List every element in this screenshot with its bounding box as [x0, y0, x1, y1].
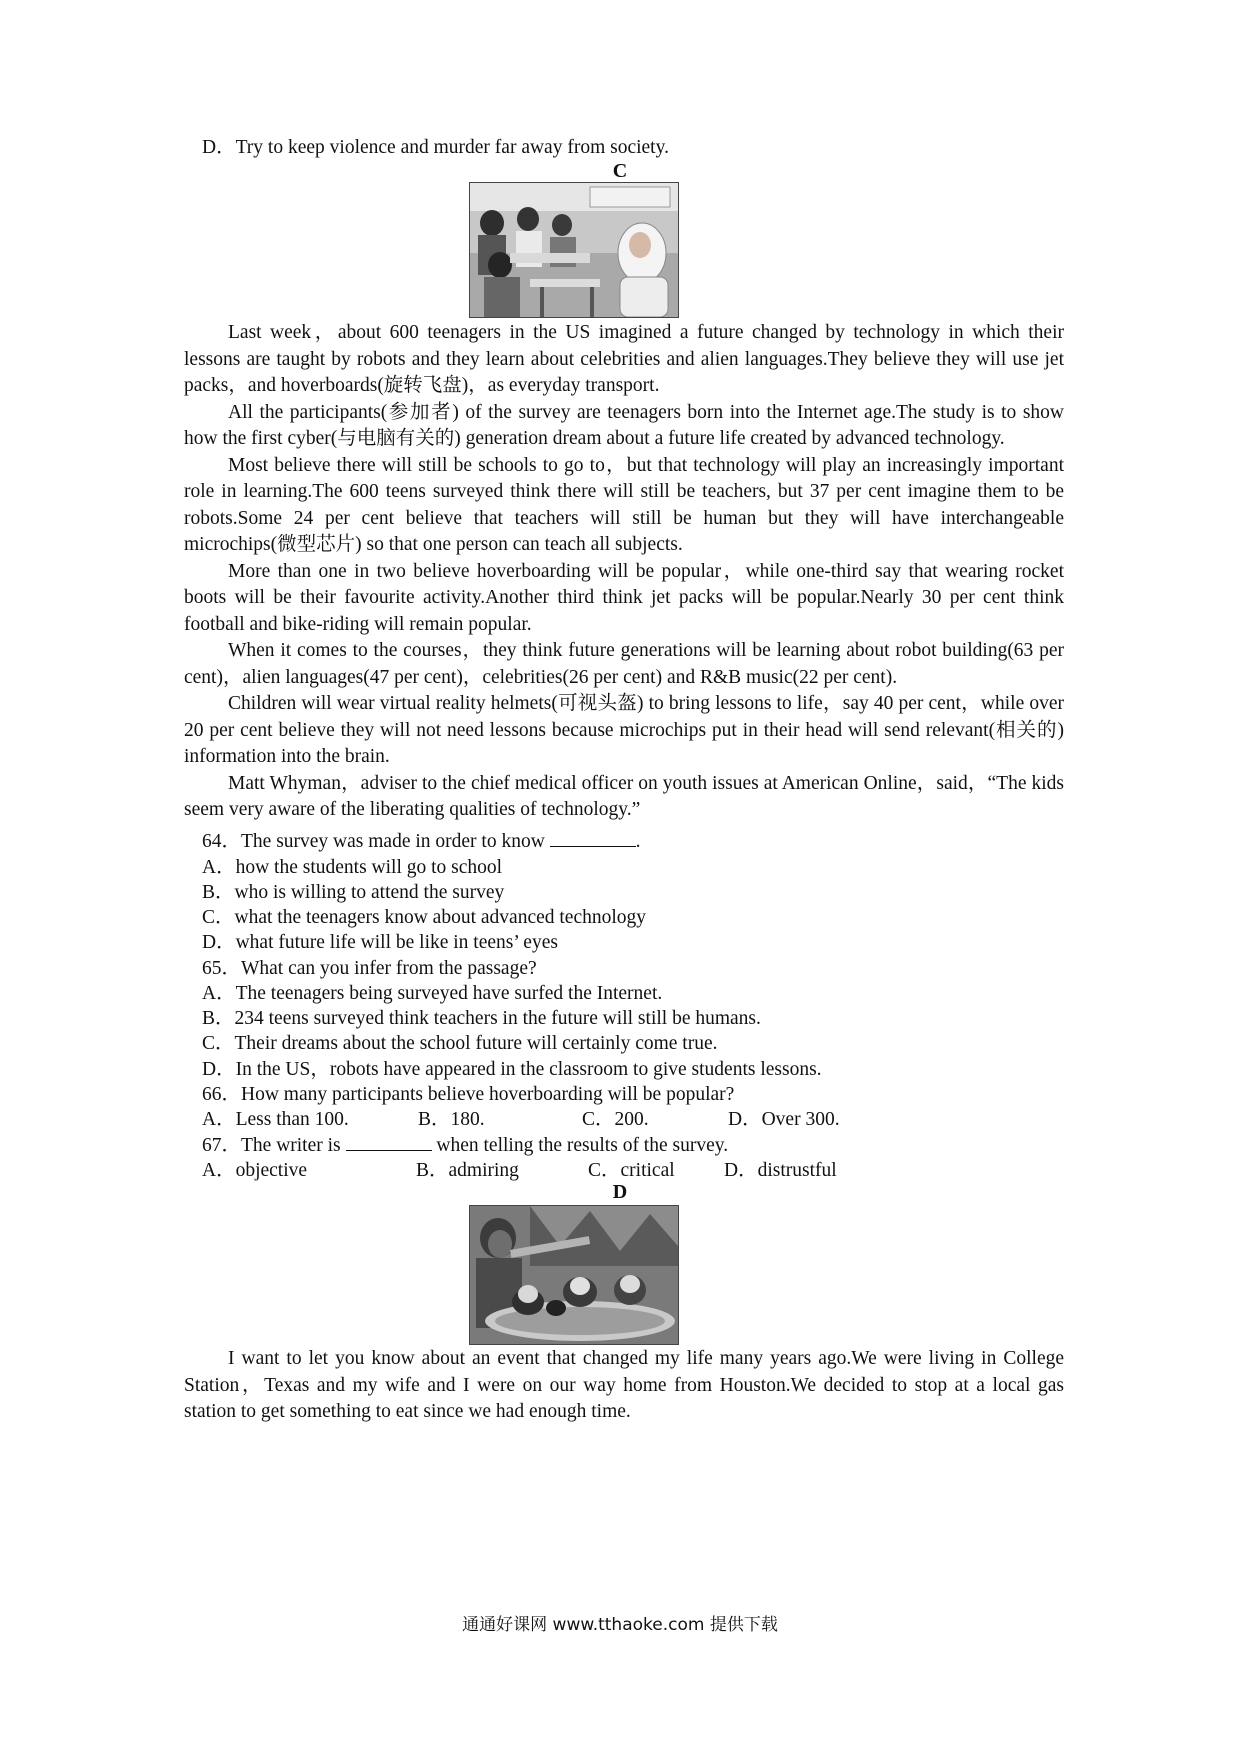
q67-option-b: B．admiring	[416, 1160, 519, 1181]
question-64	[202, 829, 641, 855]
q67-option-a: A．objective	[202, 1160, 308, 1181]
q64-option-d: D．what future life will be like in teens’ eyes	[202, 932, 558, 953]
q66-option-d: D．Over 300.	[728, 1109, 840, 1130]
passage-paragraph-1: Last week，about 600 teenagers in the US imagined a future changed by technology in which their lessons are taught by robots and they learn about celebrities and alien languages.They believe they will use jet packs，and hoverboards(旋转飞盘)，as everyday transport.	[184, 322, 1064, 396]
q67-option-d: D．distrustful	[724, 1160, 837, 1181]
q64-option-c: C．what the teenagers know about advanced technology	[202, 907, 647, 928]
q65-option-b: B．234 teens surveyed think teachers in the future will still be humans.	[202, 1008, 761, 1029]
q66-option-c: C．200.	[582, 1109, 649, 1130]
question-67-end: when telling the results of the survey.	[436, 1135, 729, 1156]
question-64-end: .	[635, 831, 641, 852]
q66-option-a: A．Less than 100.	[202, 1109, 349, 1130]
answer-blank	[346, 1134, 432, 1151]
q65-option-a: A．The teenagers being surveyed have surfed the Internet.	[202, 983, 663, 1004]
q64-option-b: B．who is willing to attend the survey	[202, 882, 505, 903]
section-d-passage	[184, 1346, 1064, 1426]
page-footer: 通通好课网 www.tthaoke.com 提供下载	[462, 1615, 778, 1635]
question-67	[202, 1133, 728, 1159]
passage-paragraph-3: Most believe there will still be schools to go to，but that technology will play an increasingly important role in learning.The 600 teens surveyed think there will still be teachers, but 37 per cent imagine them to be robots.Some 24 per cent believe that teachers will still be human but they will have interchangeable microchips(微型芯片) so that one person can teach all subjects.	[184, 454, 1064, 555]
question-66-stem: 66．How many participants believe hoverboarding will be popular?	[202, 1084, 735, 1105]
q65-option-d: D．In the US，robots have appeared in the classroom to give students lessons.	[202, 1059, 822, 1080]
previous-question-option: D．Try to keep violence and murder far away from society.	[202, 137, 669, 158]
boy-with-puppies-photo	[469, 1205, 679, 1345]
q66-options	[202, 1107, 902, 1133]
passage-paragraph-4: More than one in two believe hoverboarding will be popular，while one-third say that wearing rocket boots will be their favourite activity.Another third think jet packs will be popular.Nearly 30 per cent think football and bike-riding will remain popular.	[184, 560, 1064, 635]
classroom-robot-photo	[469, 182, 679, 318]
passage-paragraph-2: All the participants(参加者) of the survey are teenagers born into the Internet age.The study is to show how the first cyber(与电脑有关的) generation dream about a future life created by advanced technology.	[184, 401, 1064, 449]
q66-option-b: B．180.	[418, 1109, 485, 1130]
question-64-stem: 64．The survey was made in order to know	[202, 831, 545, 852]
passage-paragraph: I want to let you know about an event that changed my life many years ago.We were living in College Station，Texas and my wife and I were on our way home from Houston.We decided to stop at a local gas station to get something to eat since we had enough time.	[184, 1348, 1064, 1422]
boy-with-puppies-image	[470, 1206, 678, 1344]
section-c-passage	[184, 320, 1064, 824]
passage-paragraph-7: Matt Whyman，adviser to the chief medical officer on youth issues at American Online，said，“The kids seem very aware of the liberating qualities of technology.”	[184, 772, 1064, 820]
section-c-heading: C	[612, 160, 628, 182]
question-67-stem: 67．The writer is	[202, 1135, 341, 1156]
q64-option-a: A．how the students will go to school	[202, 857, 503, 878]
section-d-heading: D	[612, 1181, 628, 1203]
answer-blank	[550, 830, 636, 847]
q67-option-c: C．critical	[588, 1160, 675, 1181]
classroom-robot-image	[470, 183, 678, 317]
passage-paragraph-6: Children will wear virtual reality helmets(可视头盔) to bring lessons to life，say 40 per cent，while over 20 per cent believe they will not need lessons because microchips put in their head will send relevant(相关的) information into the brain.	[184, 693, 1064, 767]
passage-paragraph-5: When it comes to the courses，they think future generations will be learning about robot building(63 per cent)，alien languages(47 per cent)，celebrities(26 per cent) and R&B music(22 per cent).	[184, 640, 1064, 688]
q65-option-c: C．Their dreams about the school future will certainly come true.	[202, 1033, 718, 1054]
question-65-stem: 65．What can you infer from the passage?	[202, 958, 537, 979]
